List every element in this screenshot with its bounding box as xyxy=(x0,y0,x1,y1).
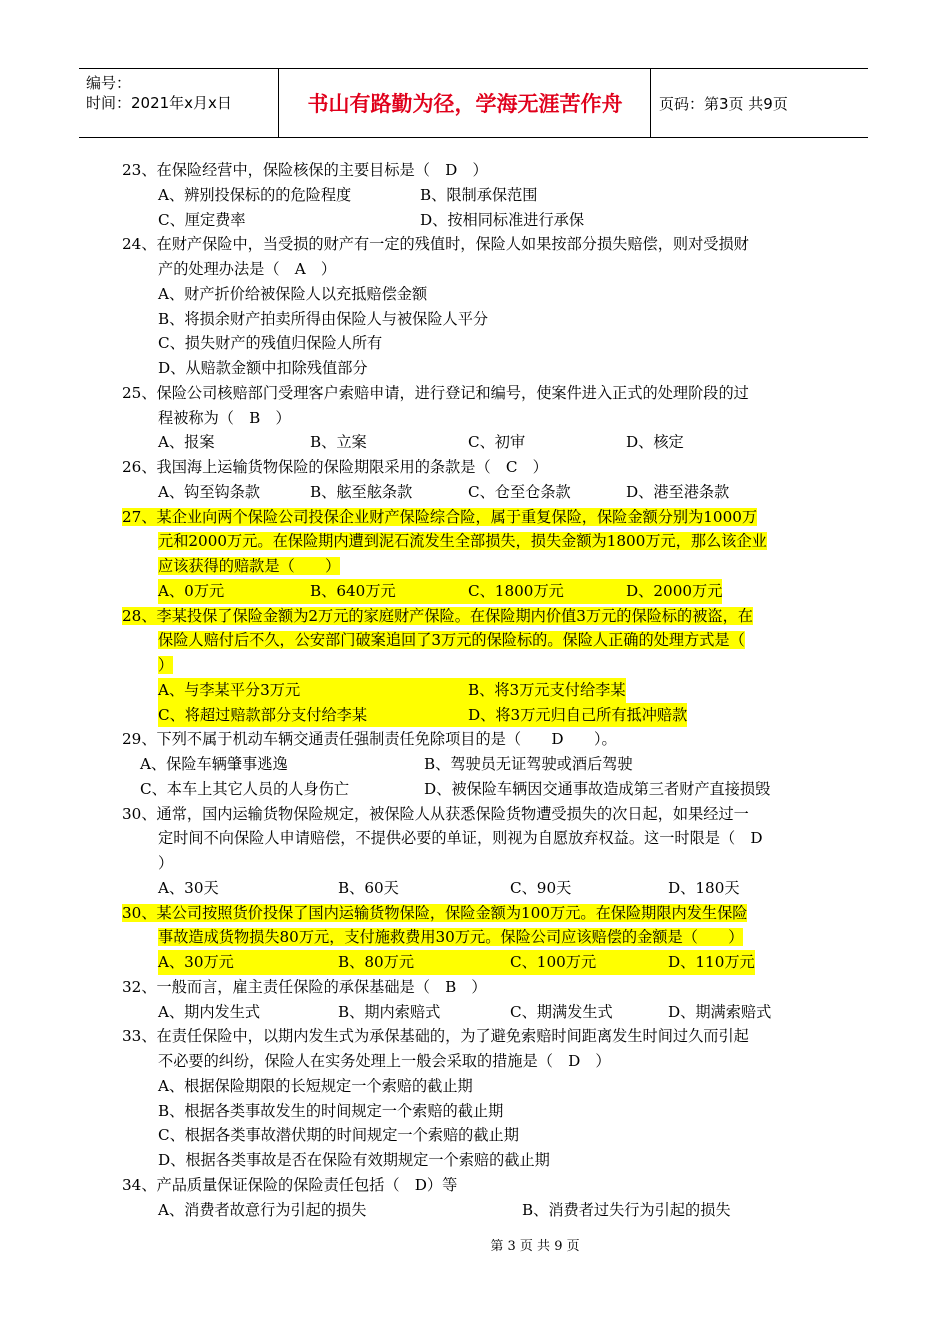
question-stem: 26、我国海上运输货物保险的保险期限采用的条款是（ C ） xyxy=(122,458,548,476)
option-a: A、保险车辆肇事逃逸 xyxy=(140,755,288,773)
page-header xyxy=(79,68,868,138)
highlighted-text: 30、某公司按照货价投保了国内运输货物保险，保险金额为100万元。在保险期限内发生保险 xyxy=(122,903,748,922)
question-stem: 34、产品质量保证保险的保险责任包括（ D）等 xyxy=(122,1175,458,1194)
question-stem: 33、在责任保险中，以期内发生式为承保基础的，为了避免索赔时间距离发生时间过久而引起 xyxy=(122,1027,749,1046)
option-c: C、期满发生式 xyxy=(510,1002,613,1021)
option-c: C、1800万元 xyxy=(468,581,564,600)
option-c: C、仓至仓条款 xyxy=(468,482,571,501)
question-stem: 23、在保险经营中，保险核保的主要目标是（ D ） xyxy=(122,161,488,179)
option-a: A、0万元 xyxy=(158,581,225,600)
question-stem: 29、下列不属于机动车辆交通责任强制责任免除项目的是（ D ）。 xyxy=(122,730,617,749)
highlighted-text: 保险人赔付后不久，公安部门破案追回了3万元的保险标的。保险人正确的处理方式是（ xyxy=(158,631,745,650)
option-a: A、财产折价给被保险人以充抵赔偿金额 xyxy=(158,284,428,303)
option-a: A、消费者故意行为引起的损失 xyxy=(158,1200,367,1219)
header-meta xyxy=(79,69,279,137)
highlighted-text: 事故造成货物损失80万元，支付施救费用30万元。保险公司应该赔偿的金额是（ ） xyxy=(158,928,744,947)
option-d: D、110万元 xyxy=(668,953,755,971)
highlighted-text: 元和2000万元。在保险期内遭到泥石流发生全部损失，损失金额为1800万元，那么该企业 xyxy=(158,532,767,551)
option-row xyxy=(158,183,827,208)
header-motto: 书山有路勤为径，学海无涯苦作舟 xyxy=(280,69,651,137)
option-d: D、从赔款金额中扣除残值部分 xyxy=(158,359,368,377)
option-row xyxy=(140,777,827,802)
option-b: B、80万元 xyxy=(338,953,415,971)
option-a: A、30万元 xyxy=(158,953,234,971)
option-b: B、驾驶员无证驾驶或酒后驾驶 xyxy=(424,755,633,773)
highlighted-text: 27、某企业向两个保险公司投保企业财产保险综合险，属于重复保险，保险金额分别为1000万 xyxy=(122,507,758,526)
question-stem-cont xyxy=(158,554,827,579)
question-stem-cont: 不必要的纠纷，保险人在实务处理上一般会采取的措施是（ D ） xyxy=(158,1052,611,1070)
option-row xyxy=(158,480,827,505)
option-c: C、损失财产的残值归保险人所有 xyxy=(158,334,383,353)
option-b: B、舷至舷条款 xyxy=(310,482,413,501)
highlighted-text: 28、李某投保了保险金额为2万元的家庭财产保险。在保险期内价值3万元的保险标的被盗，在 xyxy=(122,606,753,625)
option-row xyxy=(140,752,827,777)
page-footer xyxy=(0,1235,950,1254)
question-stem-cont xyxy=(158,925,827,950)
option-d: D、被保险车辆因交通事故造成第三者财产直接损毁 xyxy=(424,779,771,798)
question-stem: 25、保险公司核赔部门受理客户索赔申请，进行登记和编号，使案件进入正式的处理阶段的过 xyxy=(122,383,749,402)
option-d: D、按相同标准进行承保 xyxy=(420,210,585,229)
option-d: D、180天 xyxy=(668,878,740,897)
option-c: C、将超过赔款部分支付给李某 xyxy=(158,705,368,724)
option-b: B、将3万元支付给李某 xyxy=(468,680,626,699)
option-c: C、根据各类事故潜伏期的时间规定一个索赔的截止期 xyxy=(158,1126,519,1145)
highlighted-text: ） xyxy=(158,656,174,674)
question-stem-cont xyxy=(158,653,827,678)
question-stem-cont xyxy=(158,628,827,653)
question-stem xyxy=(122,901,827,926)
option-b: B、60天 xyxy=(338,878,399,897)
option-row xyxy=(158,208,827,233)
question-stem: 30、通常，国内运输货物保险规定，被保险人从获悉保险货物遭受损失的次日起，如果经过一 xyxy=(122,804,749,823)
option-c: C、90天 xyxy=(510,878,572,897)
option-c: C、初审 xyxy=(468,433,526,452)
question-stem-cont: ） xyxy=(158,854,174,872)
option-row xyxy=(158,703,827,728)
option-c: C、厘定费率 xyxy=(158,210,246,229)
option-c: C、本车上其它人员的人身伤亡 xyxy=(140,779,350,798)
option-d: D、期满索赔式 xyxy=(668,1002,772,1021)
option-a: A、30天 xyxy=(158,878,219,897)
option-b: B、将损余财产拍卖所得由保险人与被保险人平分 xyxy=(158,309,489,328)
option-row xyxy=(158,950,827,975)
question-stem: 24、在财产保险中，当受损的财产有一定的残值时，保险人如果按部分损失赔偿，则对受损财 xyxy=(122,235,749,254)
question-stem xyxy=(122,505,827,530)
option-row xyxy=(158,430,827,455)
question-list xyxy=(122,158,827,1222)
option-a: A、钩至钩条款 xyxy=(158,482,261,501)
option-d: D、将3万元归自己所有抵冲赔款 xyxy=(468,705,688,724)
option-b: B、消费者过失行为引起的损失 xyxy=(522,1200,731,1219)
option-b: B、640万元 xyxy=(310,581,396,600)
option-row xyxy=(158,678,827,703)
question-stem-cont: 定时间不向保险人申请赔偿，不提供必要的单证，则视为自愿放弃权益。这一时限是（ D xyxy=(158,829,763,848)
option-a: A、根据保险期限的长短规定一个索赔的截止期 xyxy=(158,1076,473,1095)
option-a: A、报案 xyxy=(158,433,215,452)
option-d: D、根据各类事故是否在保险有效期规定一个索赔的截止期 xyxy=(158,1151,550,1169)
option-d: D、2000万元 xyxy=(626,581,723,600)
footer-page-number: 第 3 页 共 9 页 xyxy=(490,1239,580,1254)
option-d: D、港至港条款 xyxy=(626,482,730,501)
option-a: A、期内发生式 xyxy=(158,1002,261,1021)
option-b: B、限制承保范围 xyxy=(420,185,538,204)
question-stem-cont xyxy=(158,529,827,554)
question-stem-cont: 程被称为（ B ） xyxy=(158,408,291,427)
highlighted-text: 应该获得的赔款是（ ） xyxy=(158,557,341,575)
header-page-number: 页码：第3页 共9页 xyxy=(659,94,788,113)
option-a: A、辨别投保标的的危险程度 xyxy=(158,185,352,204)
option-c: C、100万元 xyxy=(510,953,597,971)
question-stem-cont: 产的处理办法是（ A ） xyxy=(158,260,337,278)
option-row xyxy=(158,579,827,604)
option-b: B、立案 xyxy=(310,433,367,452)
date-label: 时间：2021年x月x日 xyxy=(86,94,232,112)
option-row xyxy=(158,1198,827,1223)
option-row xyxy=(158,1000,827,1025)
option-row xyxy=(158,876,827,901)
question-stem xyxy=(122,604,827,629)
option-b: B、期内索赔式 xyxy=(338,1002,441,1021)
option-b: B、根据各类事故发生的时间规定一个索赔的截止期 xyxy=(158,1101,504,1120)
serial-number-label: 编号： xyxy=(86,74,132,92)
question-stem: 32、一般而言，雇主责任保险的承保基础是（ B ） xyxy=(122,977,487,996)
option-d: D、核定 xyxy=(626,433,684,452)
option-a: A、与李某平分3万元 xyxy=(158,680,301,699)
